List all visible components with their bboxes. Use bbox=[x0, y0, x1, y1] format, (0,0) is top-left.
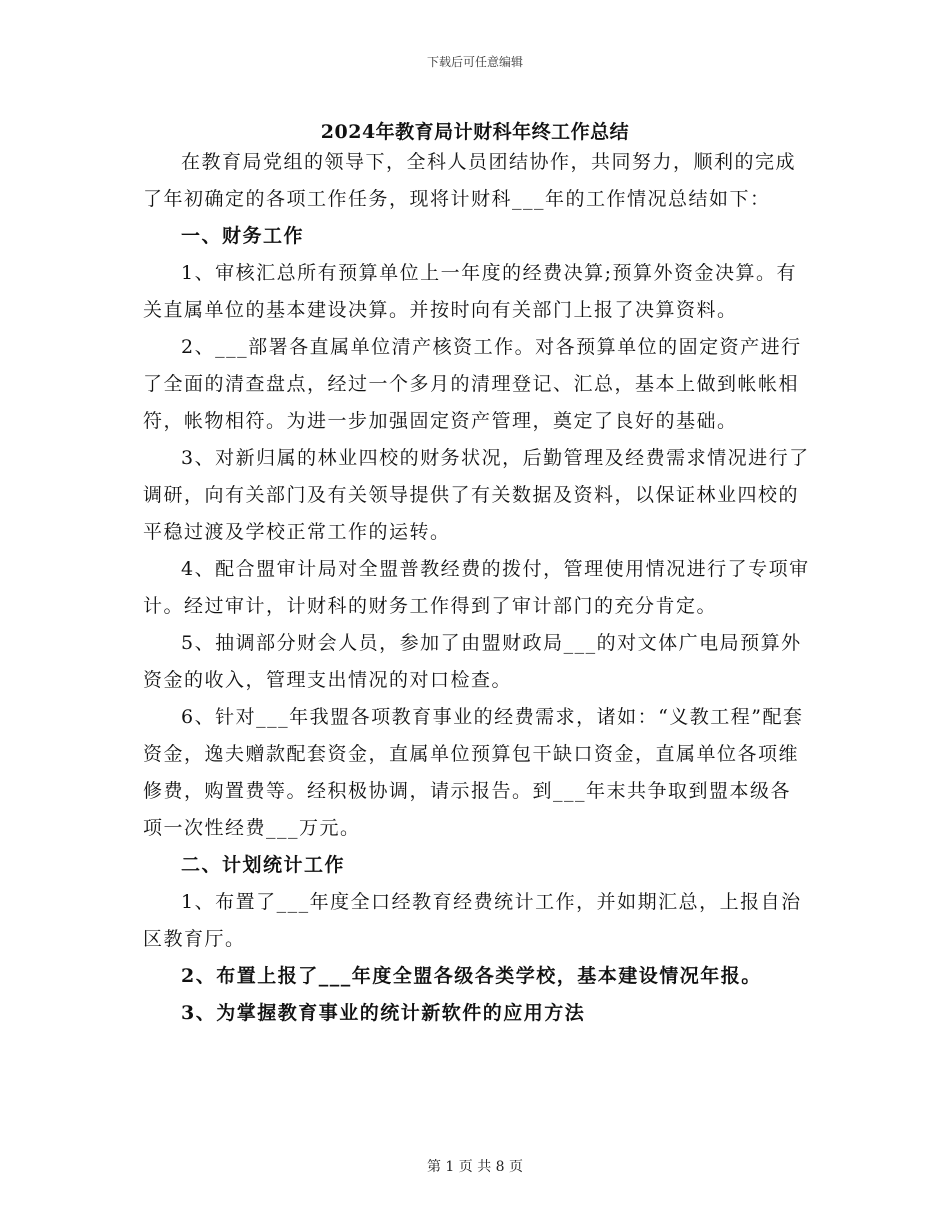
document-title: 2024年教育局计财科年终工作总结 bbox=[320, 121, 630, 143]
finance-item-1: 1、审核汇总所有预算单位上一年度的经费决算;预算外资金决算。有关直属单位的基本建设决算。并按时向有关部门上报了决算资料。 bbox=[143, 262, 797, 321]
finance-item-6: 6、针对___年我盟各项教育事业的经费需求，诸如：“义教工程”配套资金，逸夫赠款配套资金，直属单位预算包干缺口资金，直属单位各项维修费，购置费等。经积极协调，请示报告。到___年末共争取到盟本级各项一次性经费___万元。 bbox=[143, 706, 804, 839]
document-body bbox=[143, 144, 811, 1032]
section-heading-finance: 一、财务工作 bbox=[181, 225, 305, 247]
page-footer-number: 第 1 页 共 8 页 bbox=[426, 1159, 524, 1175]
finance-item-3: 3、对新归属的林业四校的财务状况，后勤管理及经费需求情况进行了调研，向有关部门及有关领导提供了有关数据及资料，以保证林业四校的平稳过渡及学校正常工作的运转。 bbox=[143, 447, 810, 543]
page-header-note: 下载后可任意编辑 bbox=[426, 55, 523, 69]
finance-item-2: 2、___部署各直属单位清产核资工作。对各预算单位的固定资产进行了全面的清查盘点，经过一个多月的清理登记、汇总，基本上做到帐帐相符，帐物相符。为进一步加强固定资产管理，奠定了良好的基础。 bbox=[143, 336, 802, 432]
section-heading-planning: 二、计划统计工作 bbox=[181, 854, 346, 876]
finance-item-4: 4、配合盟审计局对全盟普教经费的拨付，管理使用情况进行了专项审计。经过审计，计财科的财务工作得到了审计部门的充分肯定。 bbox=[143, 558, 810, 617]
intro-paragraph: 在教育局党组的领导下，全科人员团结协作，共同努力，顺利的完成了年初确定的各项工作任务，现将计财科___年的工作情况总结如下： bbox=[143, 151, 797, 210]
planning-item-2: 2、布置上报了___年度全盟各级各类学校，基本建设情况年报。 bbox=[181, 965, 762, 987]
finance-item-5: 5、抽调部分财会人员，参加了由盟财政局___的对文体广电局预算外资金的收入，管理支出情况的对口检查。 bbox=[143, 632, 802, 691]
planning-item-1: 1、布置了___年度全口经教育经费统计工作，并如期汇总，上报自治区教育厅。 bbox=[143, 891, 802, 950]
planning-item-3: 3、为掌握教育事业的统计新软件的应用方法 bbox=[181, 1002, 586, 1024]
